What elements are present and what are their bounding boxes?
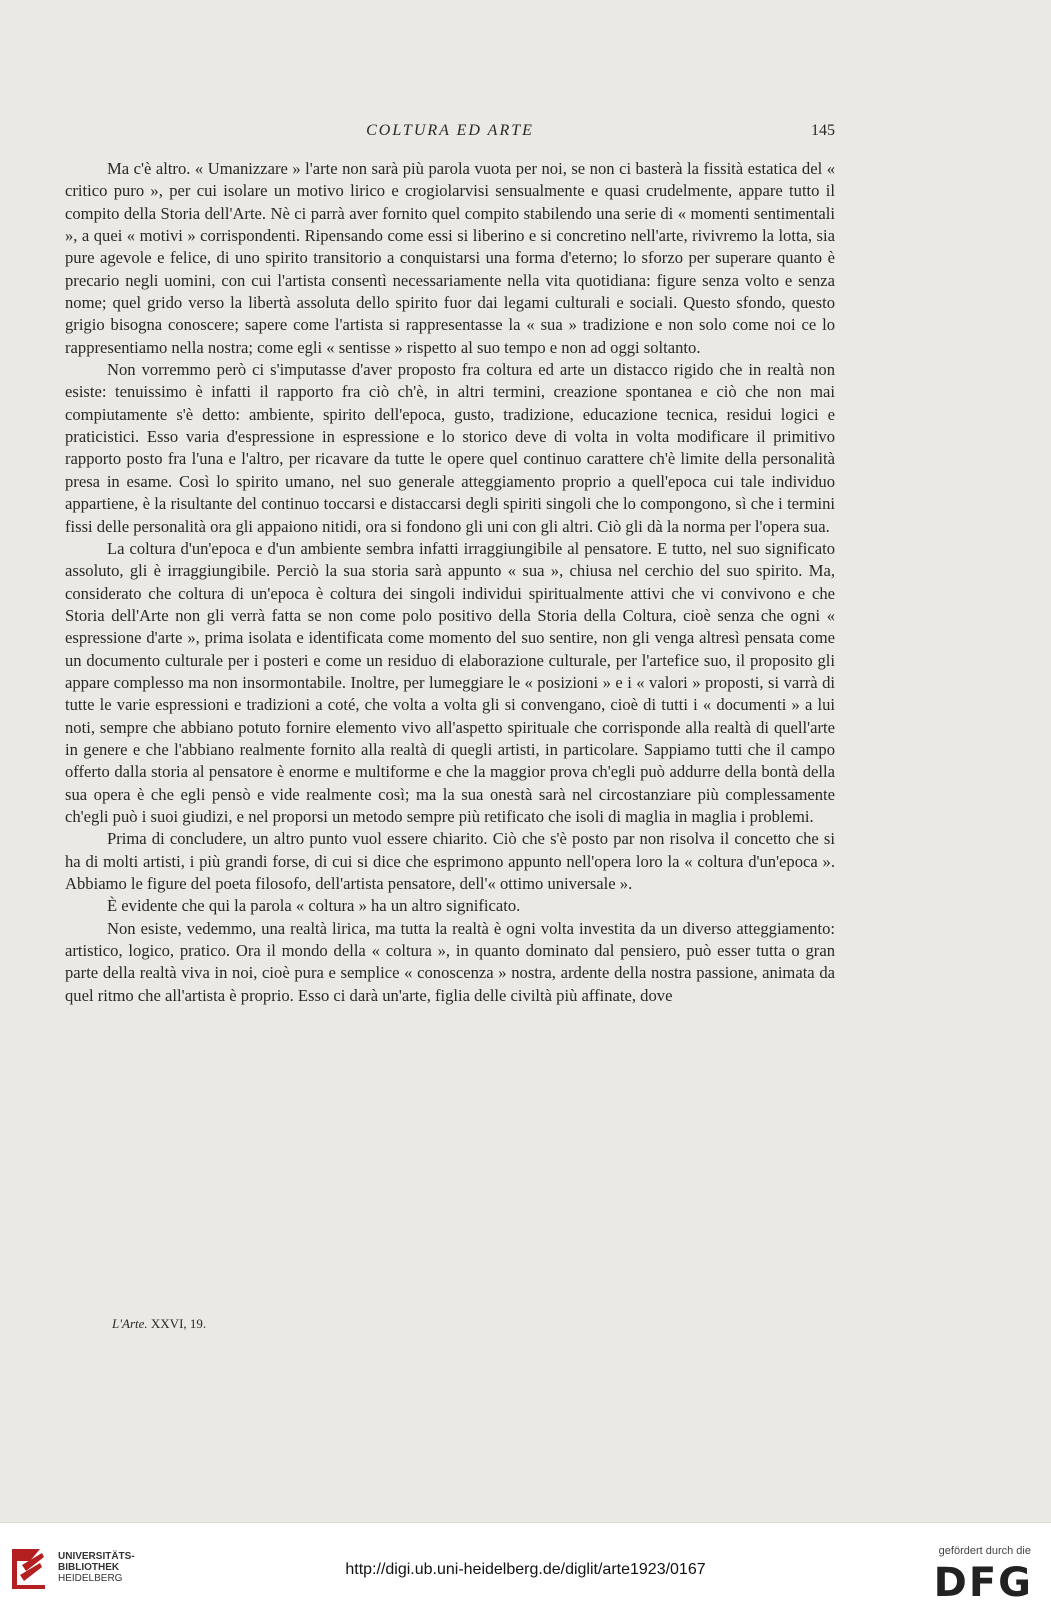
paragraph-5: È evidente che qui la parola « coltura » ha un altro significato. [107, 896, 521, 916]
volume-number: XXVI, 19. [150, 1316, 207, 1331]
page-number: 145 [811, 122, 835, 139]
viewer-footer-bar [0, 1522, 1051, 1617]
paragraph-4: Prima di concludere, un altro punto vuol essere chiarito. Ciò che s'è posto par non risolva il concetto che si ha di molti artisti, i più grandi forse, di cui si dice che esprimono appunto nell'opera loro la « coltura d'un'epoca ». Abbiamo le figure del poeta filosofo, dell'artista pensatore, dell'« ottimo universale ». [65, 829, 835, 893]
paragraph-2: Non vorremmo però ci s'imputasse d'aver proposto fra coltura ed arte un distacco rigido che in realtà non esiste: tenuissimo è infatti il rapporto fra ciò ch'è, in altri termini, creazione spontanea e ciò che non mai compiutamente s'è detto: ambiente, spirito dell'epoca, gusto, tradizione, educazione tecnica, residui logici e praticistici. Esso varia d'espressione in espressione e lo storico deve di volta in volta modificare il primitivo rapporto posto fra l'una e l'altro, per ricavare da tutte le opere quel continuo carattere ch'è limite della personalità presa in esame. Così lo spirito umano, nel suo generale atteggiamento proprio a quell'epoca cui tale individuo appartiene, è la risultante del continuo toccarsi e distaccarsi degli spiriti singoli che lo compongono, sì che i termini fissi delle personalità ora gli appaiono nitidi, ora si fondono gli uni con gli altri. Ciò gli dà la norma per l'opera sua. [65, 360, 835, 536]
running-head [65, 120, 835, 144]
library-line-3: HEIDELBERG [58, 1573, 123, 1584]
signature-line [112, 1316, 206, 1332]
article-body [65, 158, 835, 1007]
permalink-url[interactable]: http://digi.ub.uni-heidelberg.de/diglit/arte1923/0167 [345, 1561, 706, 1578]
dfg-logo[interactable]: DFG [933, 1560, 1033, 1606]
paragraph-3: La coltura d'un'epoca e d'un ambiente sembra infatti irraggiungibile al pensatore. E tutto, nel suo significato assoluto, gli è irraggiungibile. Perciò la sua storia sarà appunto « sua », chiusa nel cerchio del suo spirito. Ma, considerato che coltura di un'epoca è coltura dei singoli individui spiritualmente attivi che vi convivono e che Storia dell'Arte non gli verrà fatta se non come polo positivo della Storia della Coltura, cioè senza che ogni « espressione d'arte », prima isolata e identificata come momento del suo sentire, non gli venga altresì pensata come un documento culturale per i posteri e come un residuo di elaborazione culturale, per l'artefice suo, il proposito gli appare complesso ma non insormontabile. Inoltre, per lumeggiare le « posizioni » e i « valori » proposti, si varrà di tutte le varie espressioni e tradizioni a coté, che volta a volta gli si convengano, cioè di tutti i « documenti » a lui noti, sempre che abbiano potuto fornire elemento vivo all'aspetto spirituale che corrisponde alla realtà di quell'arte in genere e che l'abbiano realmente fornito alla realtà di quegli artisti, in particolare. Sappiamo tutti che il campo offerto dalla storia al pensatore è enorme e multiforme e che la maggior prova ch'egli può addurre della bontà della sua opera è che egli pensò e vide realmente così; ma la sua onestà sarà nel circostanziare più complessamente ch'egli può i suoi giudizi, e nel proporsi un metodo sempre più retificato che isoli di maglia in maglia i problemi. [65, 538, 835, 826]
library-line-2: BIBLIOTHEK [58, 1562, 120, 1573]
sponsor-caption: gefördert durch die [938, 1545, 1031, 1557]
running-title: COLTURA ED ARTE [366, 122, 534, 139]
paragraph-6: Non esiste, vedemmo, una realtà lirica, ma tutta la realtà è ogni volta investita da un diverso atteggiamento: artistico, logico, pratico. Ora il mondo della « coltura », in quanto dominato dal pensiero, può esser tutta o gran parte della realtà viva in noi, cioè pura e semplice « conoscenza » nostra, ardente della nostra passione, animata da quel ritmo che all'artista è proprio. Esso ci darà un'arte, figlia delle civiltà più affinate, dove [65, 918, 835, 1005]
paragraph-1: Ma c'è altro. « Umanizzare » l'arte non sarà più parola vuota per noi, se non ci basterà la fissità estatica del « critico puro », per cui isolare un motivo lirico e crogiolarvisi sensualmente e quasi crudelmente, appare tutto il compito della Storia dell'Arte. Nè ci parrà aver fornito quel compito stabilendo una serie di « momenti sentimentali », a quei « motivi » corrispondenti. Ripensando come essi si liberino e si concretino nell'arte, rivivremo la lotta, sia pure agevole e felice, di uno spirito transitorio a conquistarsi una forma d'eterno; lo sforzo per superare quanto è precario negli uomini, con cui l'artista consentì necessariamente nella vita quotidiana: figure senza volto e senza nome; quel grido verso la libertà assoluta dello spirito fuor dai legami culturali e sociali. Questo sfondo, questo grigio bisogna conoscere; sapere come l'artista si rappresentasse la « sua » tradizione e non solo come noi ce lo rappresentiamo nella nostra; come egli « sentisse » rispetto al suo tempo e non ad oggi soltanto. [65, 159, 835, 357]
library-line-1: UNIVERSITÄTS- [58, 1551, 135, 1562]
journal-name: L'Arte. [112, 1316, 148, 1331]
